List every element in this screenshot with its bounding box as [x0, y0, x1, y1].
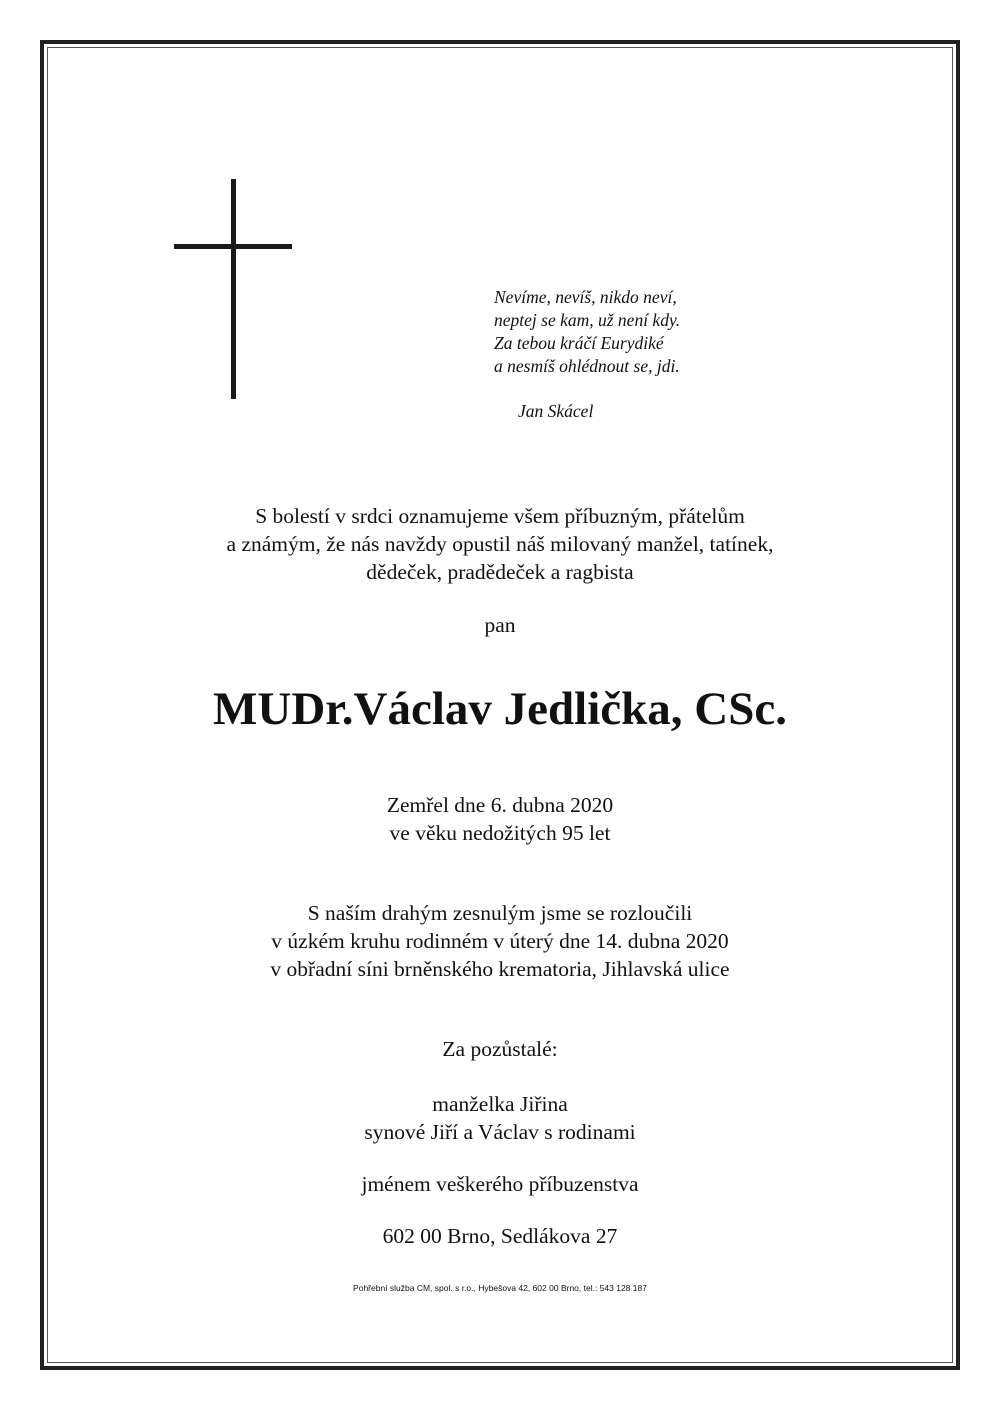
survivor-entry: synové Jiří a Václav s rodinami [364, 1120, 636, 1144]
announcement-line: S bolestí v srdci oznamujeme všem příbuzným, přátelům [255, 504, 745, 528]
relatives-text: jménem veškerého příbuzenstva [361, 1172, 639, 1196]
family-address [0, 1222, 1000, 1250]
death-info-line: ve věku nedožitých 95 let [389, 821, 611, 845]
deceased-name: MUDr.Václav Jedlička, CSc. [213, 683, 787, 735]
salutation-text: pan [484, 613, 516, 637]
farewell-info [0, 899, 1000, 983]
funeral-service-footer: Pohřební služba CM, spol. s r.o., Hybešova 42, 602 00 Brno, tel.: 543 128 187 [353, 1283, 647, 1293]
poem-line: Za tebou kráčí Eurydiké [494, 333, 664, 353]
poem-line: a nesmíš ohlédnout se, jdi. [494, 356, 680, 376]
death-info [0, 791, 1000, 847]
survivor-entry: manželka Jiřina [432, 1092, 568, 1116]
survivors-list [0, 1090, 1000, 1146]
poem-quote [494, 286, 680, 378]
family-address-text: 602 00 Brno, Sedlákova 27 [382, 1224, 618, 1248]
survivors-heading [0, 1035, 1000, 1063]
announcement-line: dědeček, pradědeček a ragbista [366, 560, 634, 584]
poem-line: Nevíme, nevíš, nikdo neví, [494, 287, 677, 307]
poem-line: neptej se kam, už není kdy. [494, 310, 681, 330]
cross-icon-horizontal-bar [174, 244, 292, 249]
farewell-line: v obřadní síni brněnského krematoria, Jihlavská ulice [270, 957, 730, 981]
relatives-line [0, 1170, 1000, 1198]
salutation [0, 611, 1000, 639]
poem-author: Jan Skácel [518, 401, 594, 421]
survivors-heading-text: Za pozůstalé: [442, 1037, 558, 1061]
cross-icon-vertical-bar [231, 179, 236, 399]
farewell-line: v úzkém kruhu rodinném v úterý dne 14. dubna 2020 [271, 929, 729, 953]
announcement-text [0, 502, 1000, 586]
farewell-line: S naším drahým zesnulým jsme se rozloučili [307, 901, 693, 925]
announcement-line: a známým, že nás navždy opustil náš milovaný manžel, tatínek, [226, 532, 774, 556]
death-info-line: Zemřel dne 6. dubna 2020 [386, 793, 614, 817]
